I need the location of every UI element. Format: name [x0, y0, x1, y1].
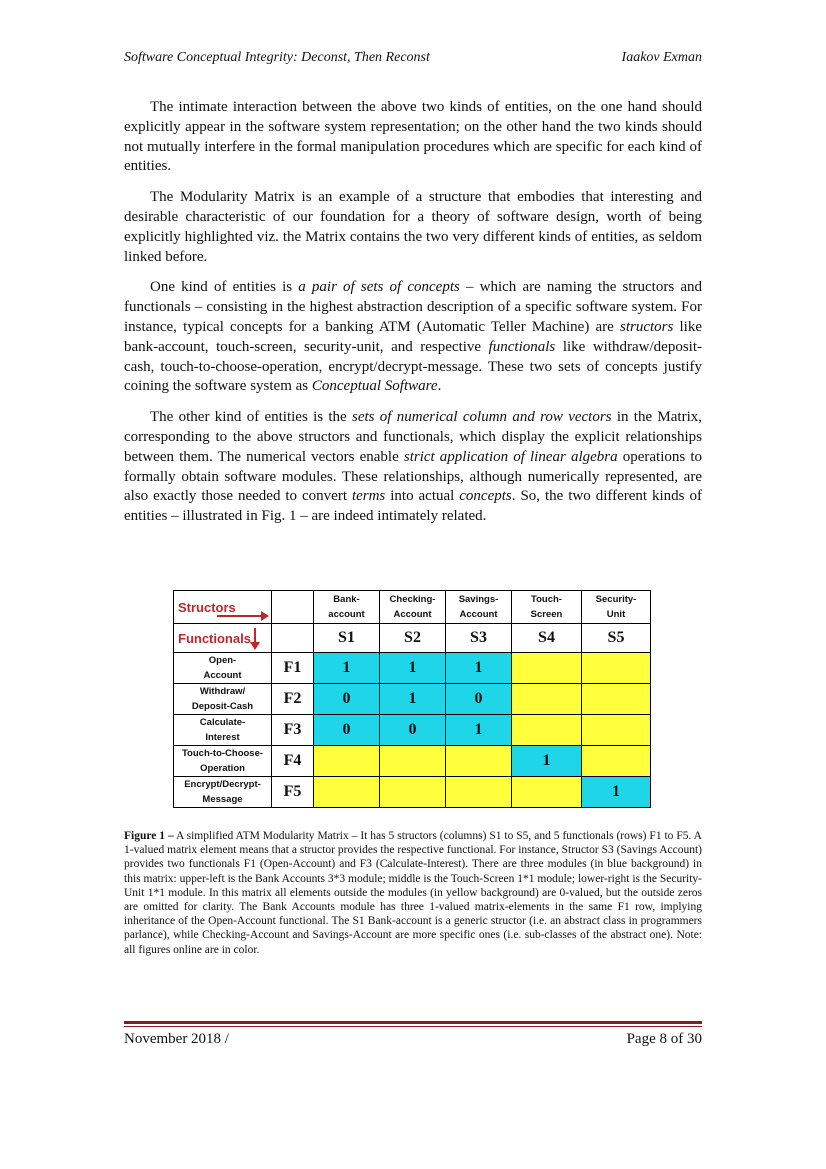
matrix-row: [174, 746, 651, 777]
text-run: .: [437, 378, 442, 395]
text-run: like bank-account, touch-screen, security-unit, and respective: [124, 318, 702, 355]
matrix-cell: 0: [446, 684, 512, 715]
matrix-cell: 0: [314, 684, 380, 715]
column-name-line: Checking-: [389, 594, 436, 605]
functionals-label: [174, 624, 272, 653]
column-name: [314, 591, 380, 624]
text-run: One kind of entities is: [150, 279, 299, 296]
column-id: S3: [446, 624, 512, 653]
row-name-line: Account: [203, 670, 242, 681]
emphasis: terms: [351, 488, 386, 505]
matrix-cell: [380, 777, 446, 808]
column-name-line: Unit: [606, 609, 626, 620]
column-id: S2: [380, 624, 446, 653]
row-id: F4: [272, 746, 314, 777]
matrix-cell: [582, 715, 651, 746]
matrix-cell: 1: [582, 777, 651, 808]
body-text: [124, 98, 702, 538]
row-name-line: Encrypt/Decrypt-: [184, 779, 261, 790]
footer-date: November 2018 /: [124, 1031, 229, 1047]
text-run: The other kind of entities is the: [150, 409, 353, 426]
caption-label: Figure 1 –: [124, 830, 174, 842]
matrix-cell: 1: [446, 653, 512, 684]
row-name: [174, 715, 272, 746]
row-name-line: Interest: [205, 732, 240, 743]
emphasis: structors: [619, 318, 674, 335]
matrix-row: [174, 653, 651, 684]
column-name-line: Account: [459, 609, 498, 620]
column-name-line: account: [328, 609, 365, 620]
emphasis: sets of numerical column and row vectors: [352, 409, 612, 426]
text-run: in the Matrix, corresponding to the above structors and functionals, which display the explicit relationships between them. The numerical vectors enable: [124, 409, 702, 465]
paragraph-4: [124, 408, 702, 527]
row-name-line: Message: [202, 794, 243, 805]
structors-label-text: Structors: [178, 599, 236, 615]
matrix-cell: 0: [314, 715, 380, 746]
matrix-row: [174, 777, 651, 808]
text-run: – which are naming the structors and functionals – consisting in the highest abstraction description of a specific software system. For instance, typical concepts for a banking ATM (Automatic Teller Machine) are: [124, 279, 702, 335]
matrix-cell: [582, 653, 651, 684]
arrow-down-icon: [254, 628, 256, 644]
row-name-line: Operation: [200, 763, 245, 774]
row-name-line: Deposit-Cash: [191, 701, 254, 712]
row-name: [174, 653, 272, 684]
row-name: [174, 684, 272, 715]
row-name-line: Touch-to-Choose-: [181, 748, 264, 759]
row-name-line: Open-: [208, 655, 237, 666]
matrix-cell: [582, 684, 651, 715]
row-name: [174, 777, 272, 808]
emphasis: a pair of sets of concepts: [298, 279, 460, 296]
column-name-line: Account: [393, 609, 432, 620]
figure-caption: [124, 829, 702, 957]
text-run: . So, the two different kinds of entities – illustrated in Fig. 1 – are indeed intimately related.: [124, 488, 702, 525]
column-id: S4: [512, 624, 582, 653]
text-run: into actual: [385, 488, 460, 505]
modularity-matrix: [173, 590, 651, 808]
matrix-cell: [446, 746, 512, 777]
corner-cell: [272, 591, 314, 624]
text-run: operations to formally obtain software modules. These relationships, although numerically represented, are also exactly those needed to convert: [124, 448, 702, 505]
matrix-cell: [512, 715, 582, 746]
emphasis: strict application of linear algebra: [403, 448, 618, 465]
matrix-cell: 1: [380, 684, 446, 715]
column-name-line: Screen: [530, 609, 563, 620]
matrix-cell: [582, 746, 651, 777]
matrix-cell: [446, 777, 512, 808]
footer-rule-thin: [124, 1026, 702, 1027]
modularity-matrix-figure: [173, 590, 651, 808]
page-number: Page 8 of 30: [626, 1031, 702, 1047]
emphasis: functionals: [488, 338, 556, 355]
functionals-label-text: Functionals: [178, 630, 251, 646]
row-id: F2: [272, 684, 314, 715]
header-author: Iaakov Exman: [621, 50, 702, 65]
column-id: S1: [314, 624, 380, 653]
row-id: F3: [272, 715, 314, 746]
arrow-right-icon: [217, 615, 263, 617]
row-name-line: Withdraw/: [199, 686, 246, 697]
paragraph-2: The Modularity Matrix is an example of a structure that embodies that interesting and desirable characteristic of our foundation for a theory of software design, worth of being explicitly highlighted viz. the Matrix contains the two very different kinds of entities, as seldom linked before.: [124, 189, 702, 265]
matrix-cell: 1: [512, 746, 582, 777]
text-run: like withdraw/deposit-cash, touch-to-choose-operation, encrypt/decrypt-message. These two sets of concepts justify coining the software system as: [124, 338, 702, 395]
column-name: [512, 591, 582, 624]
structors-label: [174, 591, 272, 624]
row-name-line: Calculate-: [199, 717, 246, 728]
column-name-line: Touch-: [531, 594, 562, 605]
caption-text: A simplified ATM Modularity Matrix – It has 5 structors (columns) S1 to S5, and 5 functionals (rows) F1 to F5. A 1-valued matrix element means that a structor provides the respective functional. For instance, Structor S3 (Savings Account) provides two functionals F1 (Open-Account) and F3 (Calculate-Interest). There are three modules (in blue background) in this matrix: upper-left is the Bank Accounts 3*3 module; middle is the Touch-Screen 1*1 module; lower-right is the Security-Unit 1*1 module. In this matrix all elements outside the modules (in yellow background) are 0-valued, but the outside zeros are omitted for clarity. The Bank Accounts module has three 1-valued matrix-elements in the same F1 row, implying inheritance of the Open-Account functional. The S1 Bank-account is a generic structor (i.e. an abstract class in programmers parlance), while Checking-Account and Savings-Account are more specific ones (i.e. sub-classes of the abstract one). Note: all figures online are in color.: [124, 830, 702, 956]
matrix-cell: [314, 746, 380, 777]
matrix-cell: [314, 777, 380, 808]
paragraph-3: [124, 278, 702, 397]
matrix-cell: 1: [446, 715, 512, 746]
column-name-line: Security-: [595, 594, 637, 605]
matrix-cell: 0: [380, 715, 446, 746]
emphasis: concepts: [459, 488, 512, 505]
matrix-cell: 1: [314, 653, 380, 684]
column-name: [380, 591, 446, 624]
header-title: Software Conceptual Integrity: Deconst, Then Reconst: [124, 50, 430, 65]
matrix-row: [174, 684, 651, 715]
column-id: S5: [582, 624, 651, 653]
row-id: F5: [272, 777, 314, 808]
matrix-cell: [380, 746, 446, 777]
matrix-row: [174, 715, 651, 746]
footer-rule: [124, 1021, 702, 1024]
row-name: [174, 746, 272, 777]
matrix-cell: 1: [380, 653, 446, 684]
column-name: [446, 591, 512, 624]
paragraph-1: The intimate interaction between the above two kinds of entities, on the one hand should explicitly appear in the software system representation; on the other hand the two kinds should not mutually interfere in the formal manipulation procedures which are specific for each kind of entities.: [124, 99, 702, 175]
matrix-cell: [512, 777, 582, 808]
column-name-line: Bank-: [333, 594, 360, 605]
row-id: F1: [272, 653, 314, 684]
matrix-cell: [512, 653, 582, 684]
emphasis: Conceptual Software: [311, 378, 438, 395]
column-name-line: Savings-: [458, 594, 499, 605]
column-name: [582, 591, 651, 624]
corner-cell: [272, 624, 314, 653]
matrix-cell: [512, 684, 582, 715]
